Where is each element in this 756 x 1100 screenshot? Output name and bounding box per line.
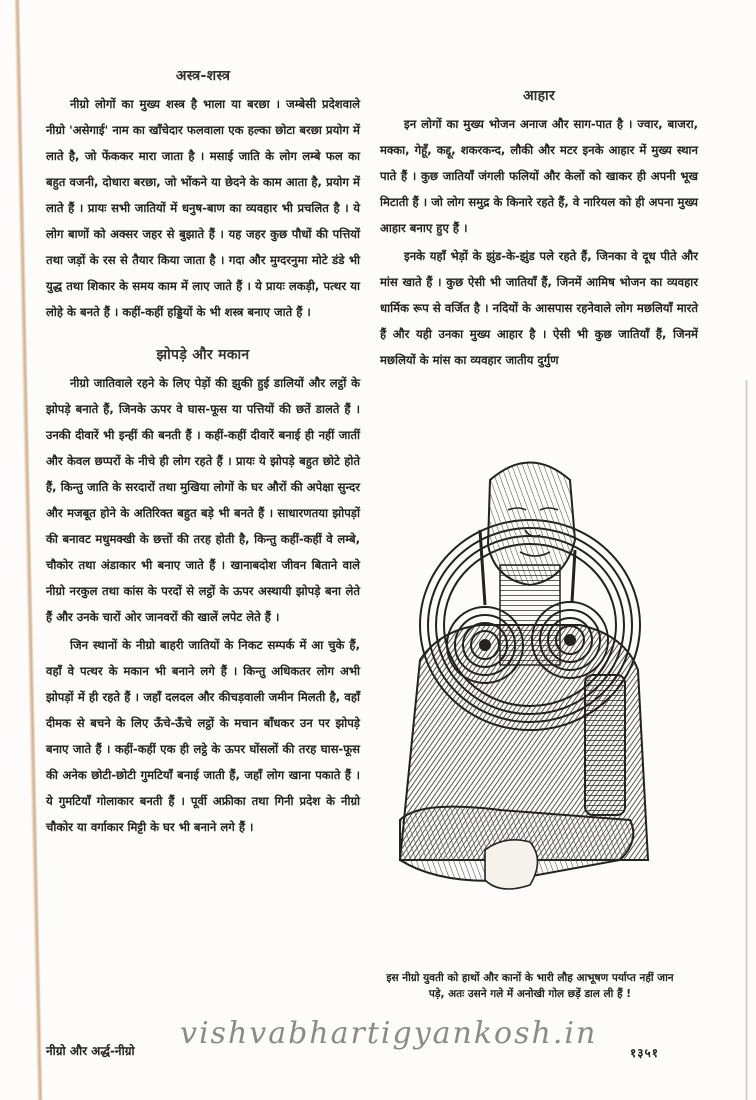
paragraph-diet-2: इनके यहाँ भेड़ों के झुंड-के-झुंड पले रहते हैं, जिनका वे दूध पीते और मांस खाते हैं । कुछ ऐसी भी जातियाँ हैं, जिनमें आमिष भोजन का व्यवहार धार्मिक रूप से वर्जित है । नदियों के आसपास रहनेवाले लोग मछलियाँ मारते हैं और यही उनका मुख्य आहार है । ऐसी भी कुछ जातियाँ हैं, जिनमें मछलियों के मांस का व्यवहार जातीय दुर्गुण	[380, 249, 698, 367]
arm-band-right	[585, 675, 625, 815]
left-column	[46, 66, 360, 840]
illustration-woman-icon	[380, 440, 680, 950]
running-title: नीग्रो और अर्द्ध-नीग्रो	[46, 1044, 135, 1058]
ear-pendant-right	[572, 550, 575, 602]
paragraph-weapons: नीग्रो लोगों का मुख्य शस्त्र है भाला या बरछा । जम्बेसी प्रदेशवाले नीग्रो 'असेगाई' नाम का खाँचेदार फलवाला एक हल्का छोटा बरछा प्रयोग में लाते है, जो फेंककर मारा जाता है । मसाई जाति के लोग लम्बे फल का बहुत वजनी, दोधारा बरछा, जो भोंकने या छेदने के काम आता है, प्रयोग में लाते हैं । प्रायः सभी जातियों में धनुष-बाण का व्यवहार भी प्रचलित है । ये लोग बाणों को अक्सर जहर से बुझाते हैं । यह जहर कुछ पौधों की पत्तियों तथा जड़ों के रस से तैयार किया जाता है । गदा और मुग्दरनुमा मोटे डंडे भी युद्ध तथा शिकार के समय काम में लाए जाते हैं । ये प्रायः लकड़ी, पत्थर या लोहे के बनते हैं । कहीं-कहीं हड्डियों के भी शस्त्र बनाए जाते हैं ।	[46, 97, 360, 319]
hands-shape	[485, 840, 538, 889]
page-edge-left	[14, 0, 43, 1100]
page-number: १३५१	[630, 1046, 659, 1060]
head-shape	[488, 463, 575, 586]
figure-caption: इस नीग्रो युवती को हाथों और कानों के भारी लौह आभूषण पर्याप्त नहीं जान पड़े, अतः उसने गले में अनोखी गोल छड़ें डाल ली हैं !	[386, 972, 674, 1000]
paragraph-huts-1: नीग्रो जातिवाले रहने के लिए पेड़ों की झुकी हुई डालियों और लट्ठों के झोपड़े बनाते हैं, जिनके ऊपर वे घास-फूस या पत्तियों की छतें डालते हैं । उनकी दीवारें भी इन्हीं की बनती हैं । कहीं-कहीं दीवारें बनाई ही नहीं जातीं और केवल छप्परों के नीचे ही लोग रहते हैं । प्रायः ये झोपड़े बहुत छोटे होते हैं, किन्तु जाति के सरदारों तथा मुखिया लोगों के घर औरों की अपेक्षा सुन्दर और मजबूत होने के अतिरिक्त बहुत बड़े भी बनते हैं । साधारणतया झोपड़ों की बनावट मधुमक्खी के छत्तों की तरह होती है, किन्तु कहीं-कहीं वे लम्बे, चौकोर तथा अंडाकार भी बनाए जाते हैं । खानाबदोश जीवन बिताने वाले नीग्रो नरकुल तथा कांस के परदों से लट्ठों के ऊपर अस्थायी झोपड़े बना लेते हैं और उनके चारों ओर जानवरों की खालें लपेट लेते हैं ।	[46, 376, 360, 624]
page-edge-right	[745, 380, 748, 1100]
section-heading-weapons: अस्त्र-शस्त्र	[175, 68, 231, 84]
section-heading-diet: आहार	[523, 88, 555, 104]
paragraph-huts-2: जिन स्थानों के नीग्रो बाहरी जातियों के निकट सम्पर्क में आ चुके हैं, वहाँ वे पत्थर के मकान भी बनाने लगे हैं । किन्तु अधिकतर लोग अभी झोपड़ों में ही रहते हैं । जहाँ दलदल और कीचड़वाली जमीन मिलती है, वहाँ दीमक से बचने के लिए ऊँचे-ऊँचे लट्ठों के मचान बाँधकर उन पर झोपड़े बनाए जाते हैं । कहीं-कहीं एक ही लट्ठे के ऊपर घोंसलों की तरह घास-फूस की अनेक छोटी-छोटी गुमटियाँ बनाई जाती हैं, जहाँ लोग खाना पकाते हैं । ये गुमटियाँ गोलाकार बनती हैं । पूर्वी अफ्रीका तथा गिनी प्रदेश के नीग्रो चौकोर या वर्गाकार मिट्टी के घर भी बनाने लगे हैं ।	[46, 638, 360, 834]
paragraph-diet-1: इन लोगों का मुख्य भोजन अनाज और साग-पात है । ज्वार, बाजरा, मक्का, गेहूँ, कद्दू, शकरकन्द, लौकी और मटर इनके आहार में मुख्य स्थान पाते हैं । कुछ जातियाँ जंगली फलियों और केलों को खाकर ही अपनी भूख मिटाती हैं । जो लोग समुद्र के किनारे रहते हैं, वे नारियल को ही अपना मुख्य आहार बनाए हुए हैं ।	[380, 117, 698, 235]
watermark: vishvabhartigyankosh.in	[180, 1016, 598, 1051]
section-heading-huts: झोपड़े और मकान	[156, 347, 250, 363]
ear-pendant-left	[480, 530, 485, 605]
right-column	[380, 86, 698, 373]
